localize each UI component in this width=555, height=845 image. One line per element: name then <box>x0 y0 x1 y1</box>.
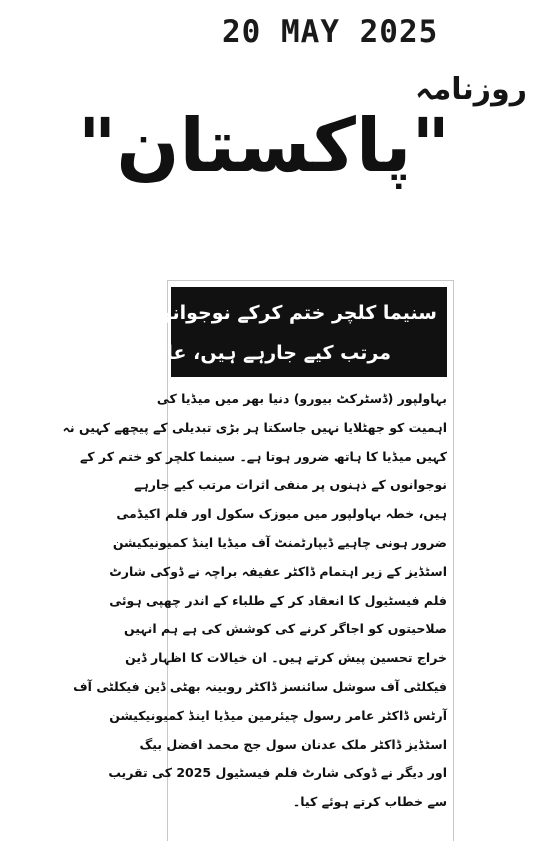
article-line: بہاولپور (ڈسٹرکٹ بیورو) دنیا بھر میں میڈیا کی <box>156 391 447 406</box>
article-line: صلاحیتوں کو اجاگر کرنے کی کوشش کی ہے ہم انہیں <box>124 621 447 637</box>
article-line: فلم فیسٹیول کا انعقاد کر کے طلباء کے اندر چھپی ہوئی <box>109 592 447 608</box>
newspaper-name: "پاکستان" <box>77 103 450 189</box>
article-line: ضرور ہونی چاہیے ڈیپارٹمنٹ آف میڈیا اینڈ کمیونیکیشن <box>112 534 447 550</box>
publication-date: 20 MAY 2025 <box>222 14 439 50</box>
article-line: نوجوانوں کے ذہنوں پر منفی اثرات مرتب کیے جارہے <box>134 477 447 493</box>
masthead-label: روزنامہ <box>415 72 527 107</box>
article-line: خراج تحسین پیش کرتے ہیں۔ ان خیالات کا اظہار ڈین <box>125 650 447 666</box>
article-line: اسٹڈیز کے زیر اہتمام ڈاکٹر عفیفہ براچہ نے ڈوکی شارٹ <box>109 563 447 579</box>
headline-box <box>2 287 447 377</box>
article-line: اہمیت کو جھٹلایا نہیں جاسکتا ہر بڑی تبدیلی کے پیچھے کہیں نہ <box>62 419 447 435</box>
article-line: آرٹس ڈاکٹر عامر رسول چیئرمین میڈیا اینڈ کمیونیکیشن <box>109 707 447 723</box>
article-line: فیکلٹی آف سوشل سائنسز ڈاکٹر روبینہ بھٹی ڈین فیکلٹی آف <box>73 678 447 694</box>
article-line: ہیں، خطہ بہاولپور میں میوزک سکول اور فلم اکیڈمی <box>116 506 447 522</box>
article-line: اسٹڈیز ڈاکٹر ملک عدنان سول جج محمد افضل بیگ <box>139 736 447 752</box>
headline-line: سنیما کلچر ختم کرکے نوجوانوں پر منفی اثرات <box>2 302 437 324</box>
headline-line: مرتب کیے جارہے ہیں، عامر رسول <box>78 342 391 364</box>
article-line: کہیں میڈیا کا ہاتھ ضرور ہوتا ہے۔ سینما کلچر کو ختم کر کے <box>79 448 447 464</box>
article-line: سے خطاب کرتے ہوئے کیا۔ <box>292 794 447 810</box>
article-line: اور دیگر نے ڈوکی شارٹ فلم فیسٹیول 2025 کی تقریب <box>108 765 447 781</box>
news-clipping <box>2 280 454 841</box>
article-body <box>62 385 447 817</box>
